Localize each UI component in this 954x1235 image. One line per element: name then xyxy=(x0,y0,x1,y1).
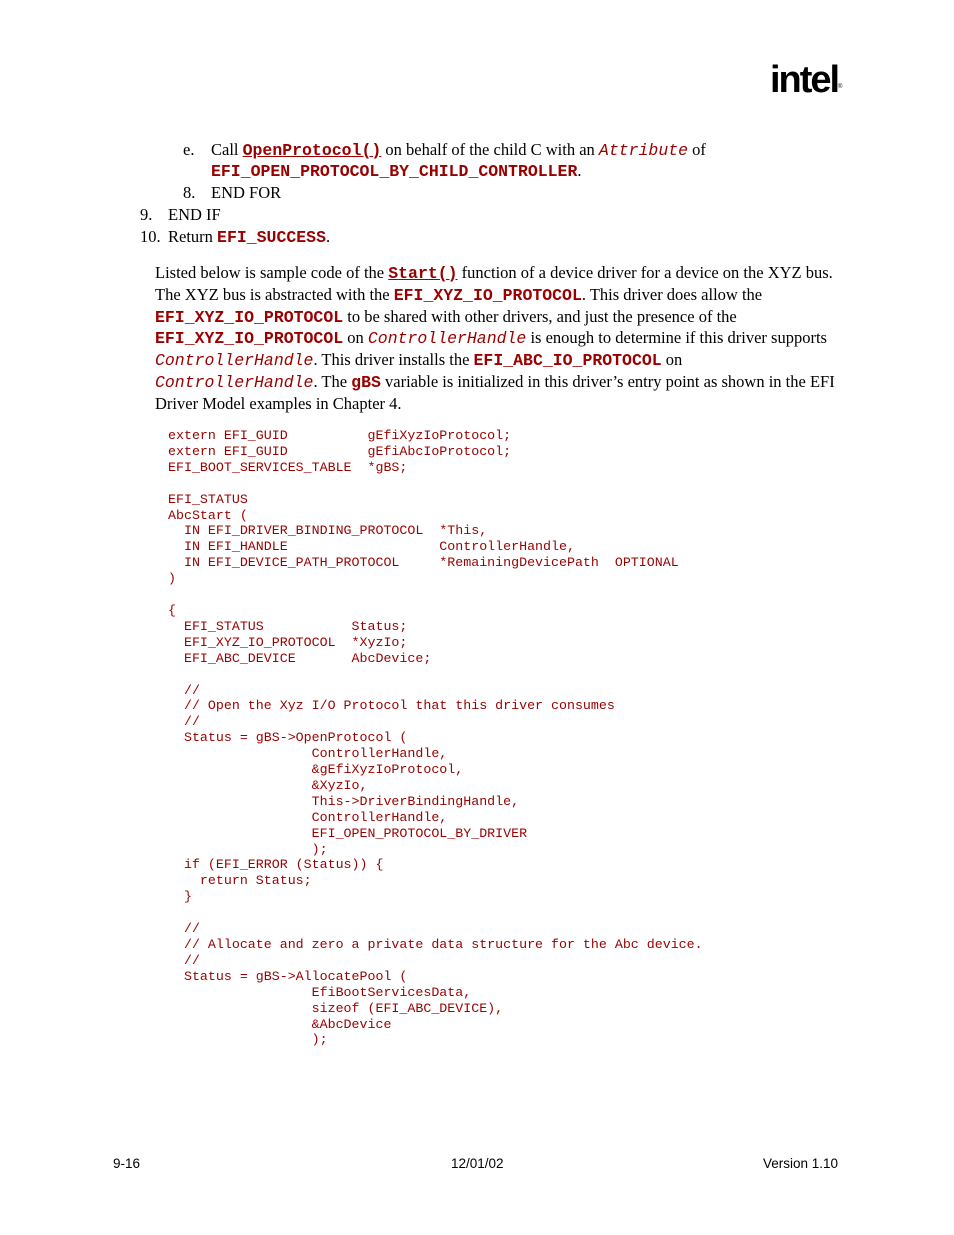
step-10-text2: . xyxy=(325,227,331,246)
xyz-io-protocol-term: EFI_XYZ_IO_PROTOCOL xyxy=(155,307,344,327)
start-function-link[interactable]: Start() xyxy=(388,264,458,283)
open-protocol-link[interactable]: OpenProtocol() xyxy=(242,141,382,160)
controller-handle-term: ControllerHandle xyxy=(155,372,314,392)
para-text-6: is enough to determine if this driver supports xyxy=(526,328,827,348)
description-paragraph xyxy=(155,263,845,415)
para-text-5: on xyxy=(343,328,368,348)
step-10-line xyxy=(168,226,330,248)
logo-text: intel xyxy=(770,59,839,101)
para-text-10: variable is initialized in this driver’s entry point as shown in the EFI Driver Model examples in Chapter 4. xyxy=(155,371,835,413)
footer-version: Version 1.10 xyxy=(763,1156,839,1171)
step-e-line2 xyxy=(211,160,582,182)
xyz-io-protocol-term: EFI_XYZ_IO_PROTOCOL xyxy=(393,285,582,305)
logo-registered-mark: ® xyxy=(838,84,843,90)
step-8-text: END FOR xyxy=(211,183,282,202)
intel-logo xyxy=(770,58,850,104)
controller-handle-term: ControllerHandle xyxy=(155,351,314,371)
footer-date: 12/01/02 xyxy=(451,1156,504,1171)
para-text-9: . The xyxy=(313,371,352,391)
step-e-marker: e. xyxy=(183,140,195,159)
code-sample: extern EFI_GUID gEfiXyzIoProtocol; extern EFI_GUID gEfiAbcIoProtocol; EFI_BOOT_SERVICES_TABLE *gBS; EFI_STATUS AbcStart ( IN EFI_DRIVER_BINDING_PROTOCOL *This, IN EFI_HANDLE ControllerHandle, IN EFI_DEVICE_PATH_PROTOCOL *RemainingDevicePath OPTIONAL ) { EFI_STATUS Status; EFI_XYZ_IO_PROTOCOL *XyzIo; EFI_ABC_DEVICE AbcDevice; // // Open the Xyz I/O Protocol that this driver consumes // Status = gBS->OpenProtocol ( ControllerHandle, &gEfiXyzIoProtocol, &XyzIo, This->DriverBindingHandle, ControllerHandle, EFI_OPEN_PROTOCOL_BY_DRIVER ); if (EFI_ERROR (Status)) { return Status; } // // Allocate and zero a private data structure for the Abc device. // Status = gBS->AllocatePool ( EfiBootServicesData, sizeof (EFI_ABC_DEVICE), &AbcDevice ); xyxy=(168,428,703,1048)
step-10-text1: Return xyxy=(168,227,218,246)
attribute-term: Attribute xyxy=(598,141,689,160)
para-text-4: to be shared with other drivers, and just the presence of the xyxy=(343,306,737,326)
step-8-marker: 8. xyxy=(183,183,196,202)
step-e-text1: Call xyxy=(211,140,243,159)
by-child-controller-constant: EFI_OPEN_PROTOCOL_BY_CHILD_CONTROLLER xyxy=(211,162,578,181)
para-text-7: . This driver installs the xyxy=(313,350,474,370)
controller-handle-term: ControllerHandle xyxy=(367,329,527,349)
abc-io-protocol-term: EFI_ABC_IO_PROTOCOL xyxy=(473,351,662,371)
footer-page-number: 9-16 xyxy=(113,1156,141,1171)
efi-success-constant: EFI_SUCCESS xyxy=(217,228,326,247)
step-9-marker: 9. xyxy=(140,205,153,224)
step-10-marker: 10. xyxy=(140,227,161,246)
step-e-line1 xyxy=(211,139,706,161)
xyz-io-protocol-term: EFI_XYZ_IO_PROTOCOL xyxy=(155,329,344,349)
gbs-variable-term: gBS xyxy=(351,372,381,392)
step-e-text3: of xyxy=(688,140,706,159)
step-e-text2: on behalf of the child C with an xyxy=(381,140,599,159)
para-text-2: function of a device driver for a device on the XYZ bus. The XYZ bus is abstracted with the xyxy=(155,263,833,304)
step-9-text: END IF xyxy=(168,205,221,224)
step-e-text4: . xyxy=(577,161,582,180)
para-text-8: on xyxy=(661,350,683,370)
para-text-3: . This driver does allow the xyxy=(581,284,763,304)
para-text-1: Listed below is sample code of the xyxy=(155,263,389,282)
